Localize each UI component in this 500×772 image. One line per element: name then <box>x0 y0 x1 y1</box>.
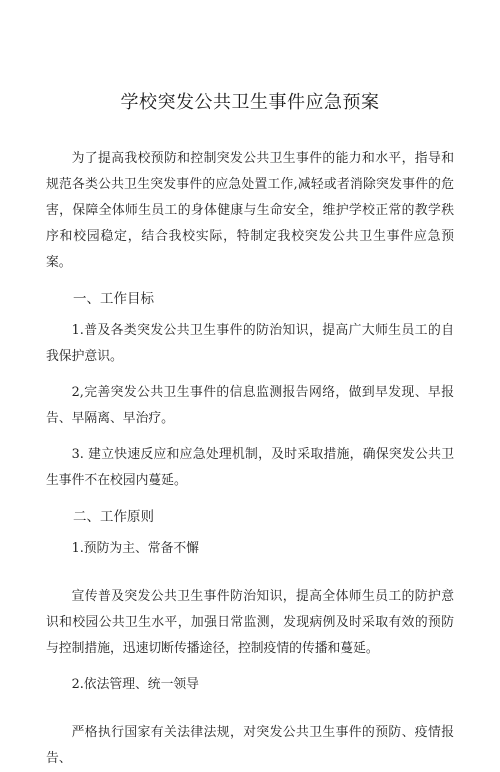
principle-2-title: 2.依法管理、统一领导 <box>71 677 199 692</box>
principle-1-body: 宣传普及突发公共卫生事件防治知识，提高全体师生员工的防护意识和校园公共卫生水平，加强日常监测，发现病例及时采取有效的预防与控制措施，迅速切断传播途径，控制疫情的传播和蔓延。 <box>46 589 454 656</box>
goal-item-3: 3. 建立快速反应和应急处理机制，及时采取措施，确保突发公共卫生事件不在校园内蔓延。 <box>46 447 454 488</box>
principle-2-body: 严格执行国家有关法律法规，对突发公共卫生事件的预防、疫情报告、 <box>46 725 454 766</box>
principle-1-title: 1.预防为主、常备不懈 <box>71 541 199 556</box>
document-title: 学校突发公共卫生事件应急预案 <box>120 92 380 113</box>
goal-item-2: 2,完善突发公共卫生事件的信息监测报告网络，做到早发现、早报告、早隔离、早治疗。 <box>46 385 454 426</box>
section-heading-goals: 一、工作目标 <box>73 291 154 307</box>
section-heading-principles: 二、工作原则 <box>73 509 154 525</box>
goal-item-1: 1.普及各类突发公共卫生事件的防治知识，提高广大师生员工的自我保护意识。 <box>46 323 454 364</box>
intro-paragraph: 为了提高我校预防和控制突发公共卫生事件的能力和水平，指导和规范各类公共卫生突发事件的应急处置工作,减轻或者消除突发事件的危害，保障全体师生员工的身体健康与生命安全，维护学校正常的教学秩序和校园稳定，结合我校实际，特制定我校突发公共卫生事件应急预案。 <box>46 151 454 270</box>
